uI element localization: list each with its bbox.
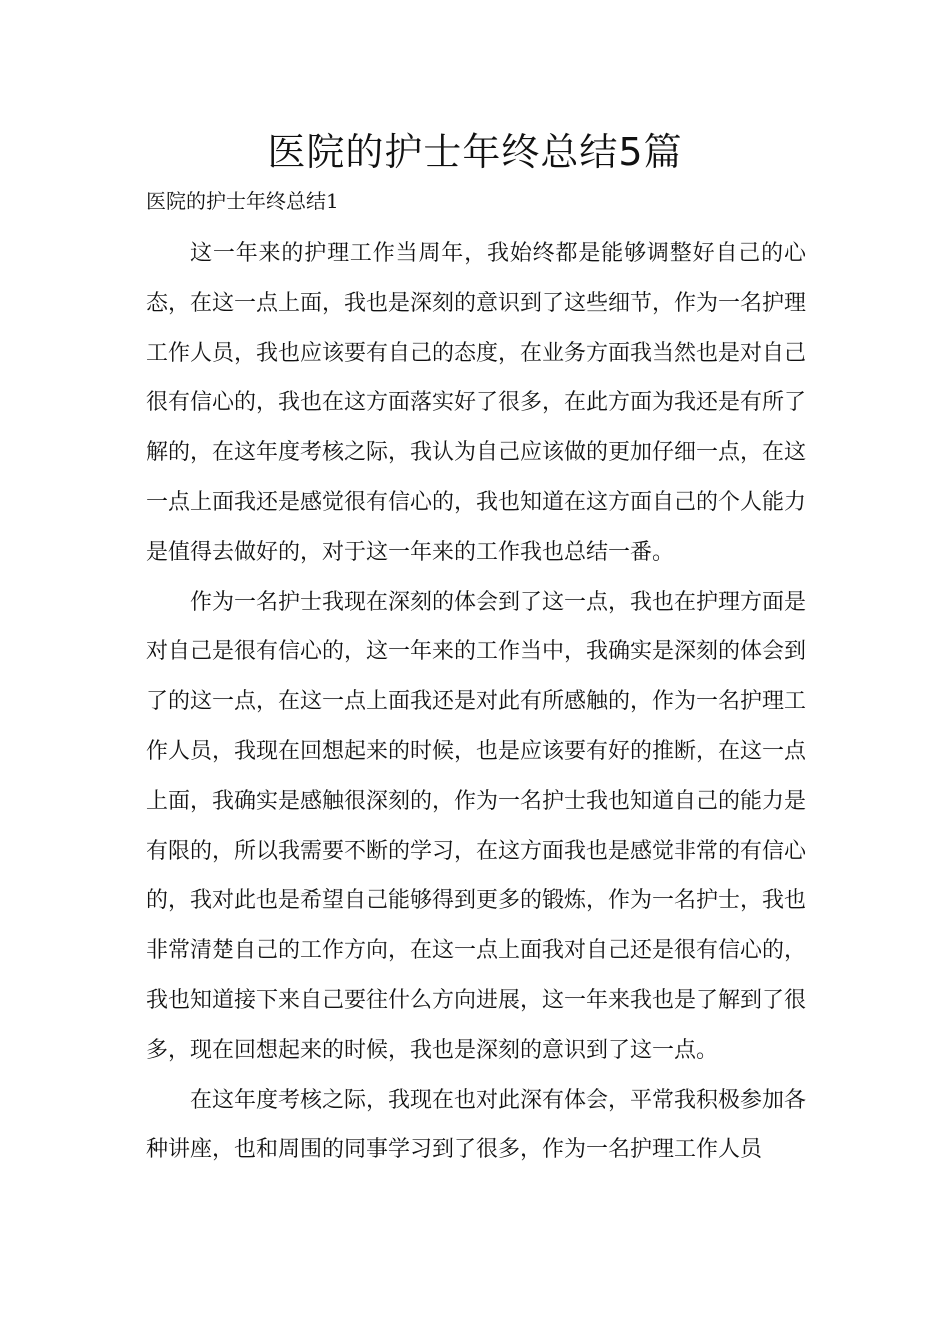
document-title: 医院的护士年终总结5篇: [267, 130, 683, 174]
document-body: [146, 229, 806, 1175]
paragraph-1: 这一年来的护理工作当周年，我始终都是能够调整好自己的心态，在这一点上面，我也是深刻的意识到了这些细节，作为一名护理工作人员，我也应该要有自己的态度，在业务方面我当然也是对自己很有信心的，我也在这方面落实好了很多，在此方面为我还是有所了解的，在这年度考核之际，我认为自己应该做的更加仔细一点，在这一点上面我还是感觉很有信心的，我也知道在这方面自己的个人能力是值得去做好的，对于这一年来的工作我也总结一番。: [146, 241, 807, 565]
section-heading: 医院的护士年终总结1: [146, 189, 339, 213]
paragraph-2: 作为一名护士我现在深刻的体会到了这一点，我也在护理方面是对自己是很有信心的，这一年来的工作当中，我确实是深刻的体会到了的这一点，在这一点上面我还是对此有所感触的，作为一名护理工作人员，我现在回想起来的时候，也是应该要有好的推断，在这一点上面，我确实是感触很深刻的，作为一名护士我也知道自己的能力是有限的，所以我需要不断的学习，在这方面我也是感觉非常的有信心的，我对此也是希望自己能够得到更多的锻炼，作为一名护士，我也非常清楚自己的工作方向，在这一点上面我对自己还是很有信心的，我也知道接下来自己要往什么方向进展，这一年来我也是了解到了很多，现在回想起来的时候，我也是深刻的意识到了这一点。: [146, 589, 807, 1063]
paragraph-3: 在这年度考核之际，我现在也对此深有体会，平常我积极参加各种讲座，也和周围的同事学习到了很多，作为一名护理工作人员: [146, 1087, 807, 1163]
